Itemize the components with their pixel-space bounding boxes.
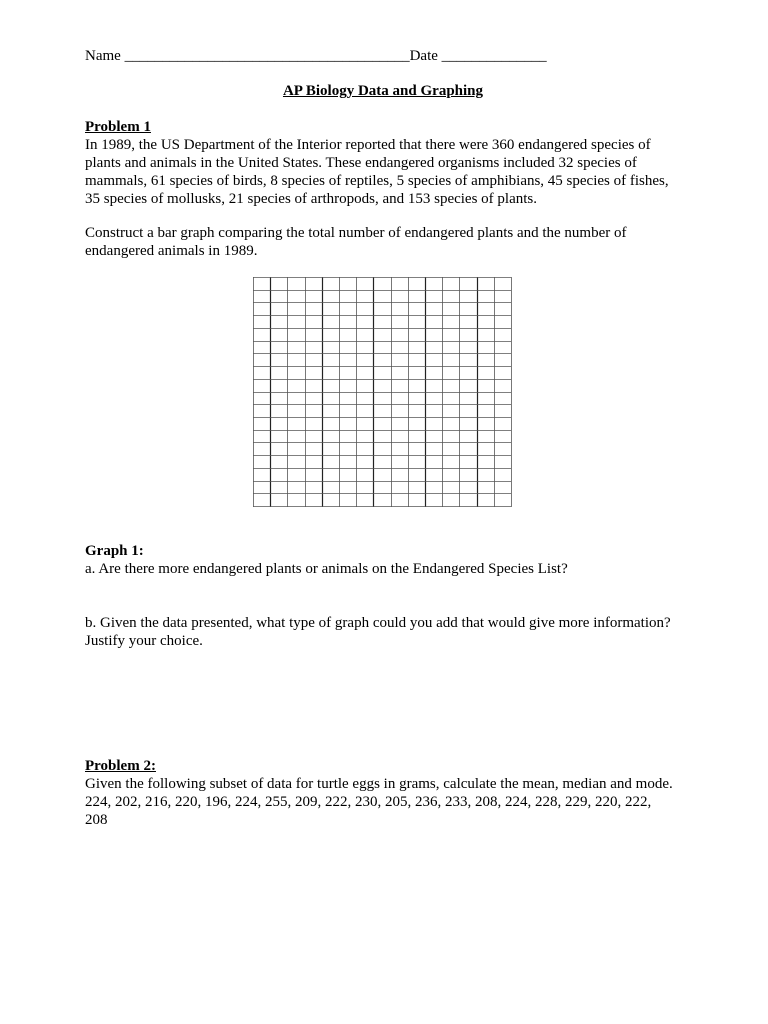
grid-lines — [253, 277, 512, 507]
graph-1-questions — [85, 542, 685, 578]
name-date-line — [85, 47, 547, 65]
problem-2-heading: Problem 2: — [85, 758, 156, 774]
instruction-line: Construct a bar graph comparing the total number of endangered plants and the number of — [85, 225, 627, 241]
problem-1-text-line: In 1989, the US Department of the Interior reported that there were 360 endangered species of — [85, 137, 651, 153]
name-label: Name — [85, 48, 121, 64]
question-b-line: Justify your choice. — [85, 633, 203, 649]
blank-graph-grid[interactable] — [253, 277, 512, 508]
graph-1-heading: Graph 1: — [85, 543, 144, 559]
problem-1-instructions — [85, 224, 685, 260]
problem-1-text-line: plants and animals in the United States. These endangered organisms included 32 species of — [85, 155, 637, 171]
problem-2-text-line: 208 — [85, 812, 108, 828]
problem-2-text-line: Given the following subset of data for turtle eggs in grams, calculate the mean, median and mode. — [85, 776, 673, 792]
name-blank: ______________________________________ — [124, 48, 410, 64]
problem-1-heading: Problem 1 — [85, 119, 151, 135]
question-b-line: b. Given the data presented, what type of graph could you add that would give more information? — [85, 615, 671, 631]
problem-1 — [85, 118, 685, 208]
worksheet-title: AP Biology Data and Graphing — [282, 83, 484, 99]
date-blank: ______________ — [441, 48, 547, 64]
problem-2-text-line: 224, 202, 216, 220, 196, 224, 255, 209, 222, 230, 205, 236, 233, 208, 224, 228, 229, 220, 222, — [85, 794, 652, 810]
graph-1-question-b — [85, 614, 685, 650]
date-label: Date — [409, 48, 438, 64]
problem-1-text-line: mammals, 61 species of birds, 8 species of reptiles, 5 species of amphibians, 45 species of fishes, — [85, 173, 669, 189]
problem-2 — [85, 757, 685, 829]
question-a: a. Are there more endangered plants or animals on the Endangered Species List? — [85, 561, 568, 577]
instruction-line: endangered animals in 1989. — [85, 243, 258, 259]
problem-1-text-line: 35 species of mollusks, 21 species of arthropods, and 153 species of plants. — [85, 191, 537, 207]
